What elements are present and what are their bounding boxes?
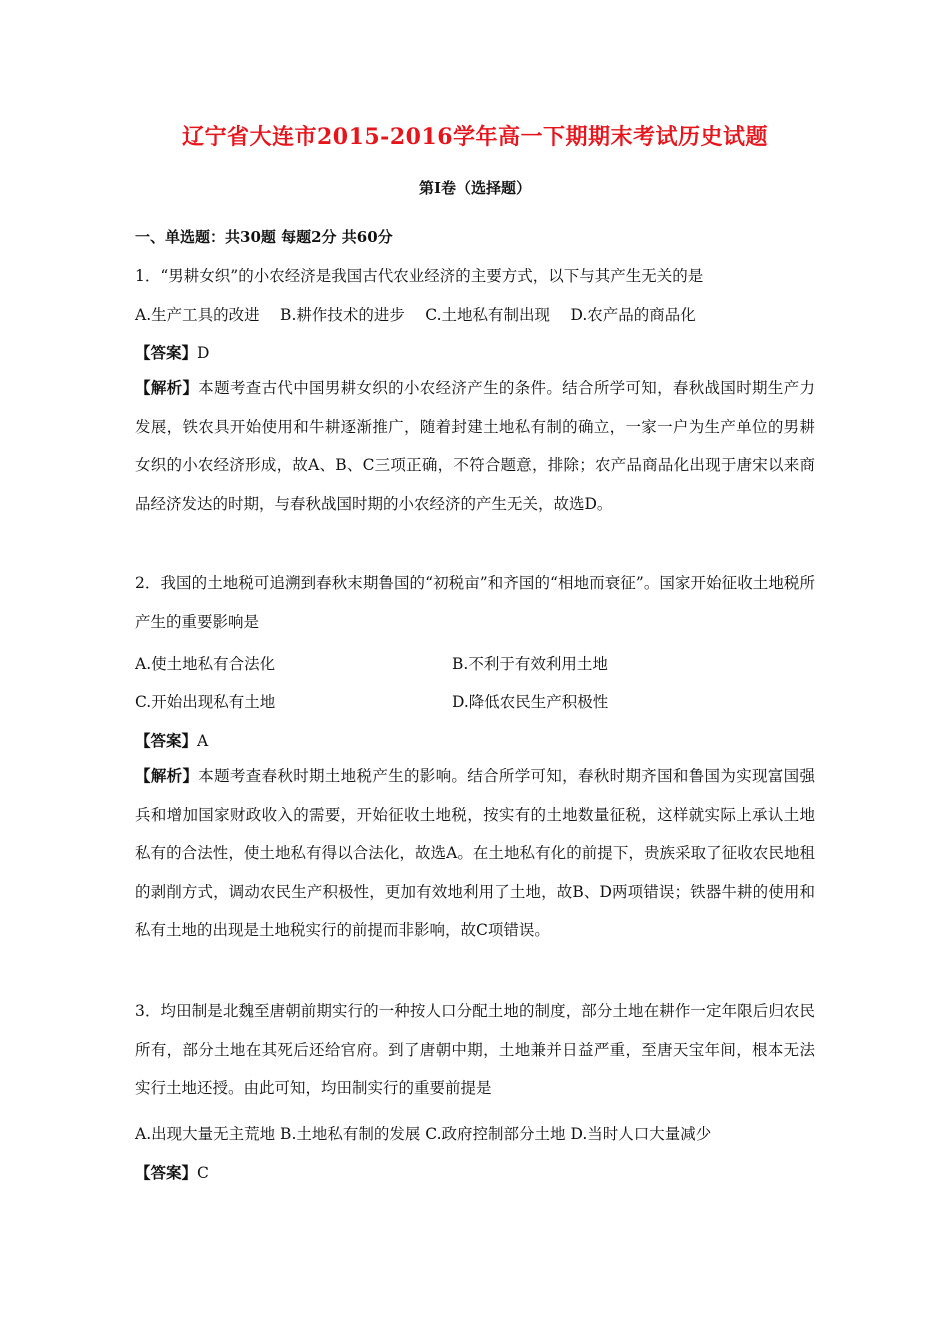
section-heading: 一、单选题：共30题 每题2分 共60分: [135, 228, 393, 246]
analysis-tag: 【解析】: [135, 766, 199, 785]
question-3-stem: 3．均田制是北魏至唐朝前期实行的一种按人口分配土地的制度，部分土地在耕作一定年限后归农民所有，部分土地在其死后还给官府。到了唐朝中期，土地兼并日益严重，至唐天宝年间，根本无法实行土地还授。由此可知，均田制实行的重要前提是: [135, 1002, 815, 1098]
answer-value: A: [197, 732, 209, 750]
analysis-text: 本题考查春秋时期土地税产生的影响。结合所学可知，春秋时期齐国和鲁国为实现富国强兵和增加国家财政收入的需要，开始征收土地税，按实有的土地数量征税，这样就实际上承认土地私有的合法性，使土地私有得以合法化，故选A。在土地私有化的前提下，贵族采取了征收农民地租的剥削方式，调动农民生产积极性，更加有效地利用了土地，故B、D两项错误；铁器牛耕的使用和私有土地的出现是土地税实行的前提而非影响，故C项错误。: [135, 767, 815, 940]
question-1-options: A.生产工具的改进 B.耕作技术的进步 C.土地私有制出现 D.农产品的商品化: [135, 306, 696, 324]
question-3-options: A.出现大量无主荒地 B.土地私有制的发展 C.政府控制部分土地 D.当时人口大量减少: [135, 1125, 712, 1143]
question-2-option-d: D.降低农民生产积极性: [452, 693, 609, 711]
analysis-text: 本题考查古代中国男耕女织的小农经济产生的条件。结合所学可知，春秋战国时期生产力发展，铁农具开始使用和牛耕逐渐推广，随着封建土地私有制的确立，一家一户为生产单位的男耕女织的小农经济形成，故A、B、C三项正确，不符合题意，排除；农产品商品化出现于唐宋以来商品经济发达的时期，与春秋战国时期的小农经济的产生无关，故选D。: [135, 379, 815, 513]
question-1-answer: [135, 341, 209, 363]
section-subtitle: 第Ⅰ卷（选择题）: [418, 179, 532, 197]
question-1-stem: 1．“男耕女织”的小农经济是我国古代农业经济的主要方式，以下与其产生无关的是: [135, 267, 704, 285]
answer-tag: 【答案】: [135, 731, 198, 750]
page-title: 辽宁省大连市2015-2016学年高一下期期末考试历史试题: [181, 124, 769, 150]
answer-value: C: [197, 1164, 209, 1182]
answer-tag: 【答案】: [135, 343, 198, 362]
answer-tag: 【答案】: [135, 1163, 198, 1182]
question-3-answer: [135, 1161, 209, 1183]
question-2-analysis: [135, 757, 815, 950]
answer-value: D: [197, 344, 210, 362]
analysis-tag: 【解析】: [135, 378, 199, 397]
question-2-option-b: B.不利于有效利用土地: [452, 655, 608, 673]
question-2-stem: 2．我国的土地税可追溯到春秋末期鲁国的“初税亩”和齐国的“相地而衰征”。国家开始征收土地税所产生的重要影响是: [135, 574, 815, 631]
question-2-answer: [135, 729, 208, 751]
question-2-option-a: A.使土地私有合法化: [135, 655, 276, 673]
question-1-analysis: [135, 369, 815, 523]
question-2-option-c: C.开始出现私有土地: [135, 693, 276, 711]
